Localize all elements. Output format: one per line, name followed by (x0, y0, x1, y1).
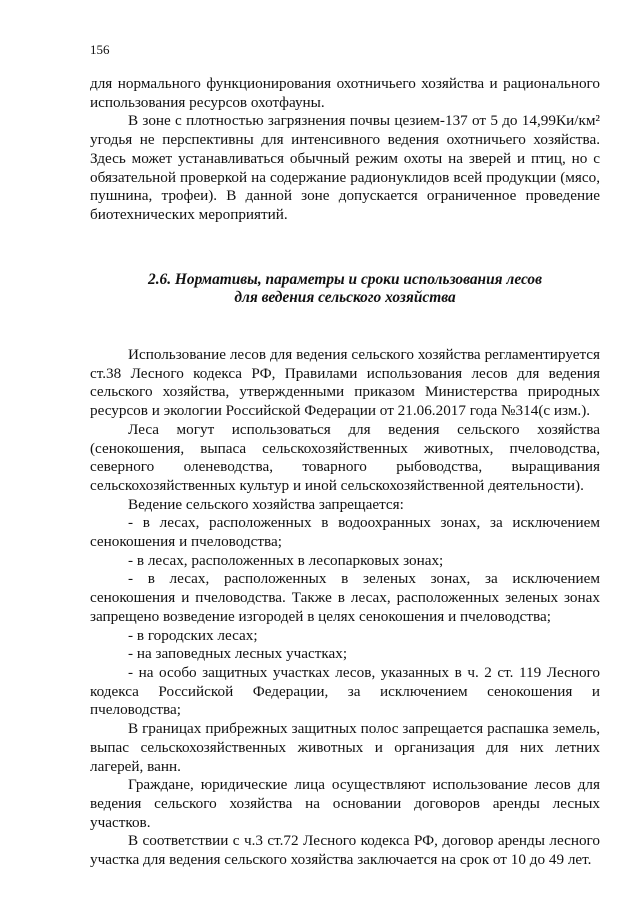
paragraph: В границах прибрежных защитных полос запрещается распашка земель, выпас сельскохозяйственных животных и организация для них летних лагерей, ванн. (90, 720, 600, 775)
list-item: - в лесах, расположенных в водоохранных зонах, за исключением сенокошения и пчеловодства; (90, 514, 600, 551)
list-item: - на заповедных лесных участках; (128, 645, 348, 663)
paragraph: Леса могут использоваться для ведения сельского хозяйства (сенокошения, выпаса сельскохозяйственных животных, пчеловодства, северного оленеводства, товарного рыбоводства, выращивания сельскохозяйственных культур и иной сельскохозяйственной деятельности). (90, 420, 600, 494)
section-heading-line: для ведения сельского хозяйства (234, 289, 456, 307)
paragraph: для нормального функционирования охотничьего хозяйства и рационального использования ресурсов охотфауны. (90, 75, 600, 111)
list-item: - на особо защитных участках лесов, указанных в ч. 2 ст. 119 Лесного кодекса Российской Федерации, за исключением сенокошения и пчеловодства; (90, 663, 600, 719)
page-content (90, 75, 600, 870)
list-item: - в лесах, расположенных в лесопарковых зонах; (128, 551, 444, 569)
paragraph: В соответствии с ч.3 ст.72 Лесного кодекса РФ, договор аренды лесного участка для ведения сельского хозяйства заключается на срок от 10 до 49 лет. (90, 832, 600, 869)
page-number: 156 (90, 42, 110, 57)
paragraph: В зоне с плотностью загрязнения почвы цезием-137 от 5 до 14,99Ки/км² угодья не перспективны для интенсивного ведения охотничьего хозяйства. Здесь может устанавливаться обычный режим охоты на зверей и птиц, но с обязательной проверкой на содержание радионуклидов всей продукции (мясо, пушнина, трофеи). В данной зоне допускается ограниченное проведение биотехнических мероприятий. (90, 112, 600, 223)
paragraph: Ведение сельского хозяйства запрещается: (128, 495, 404, 513)
list-item: - в городских лесах; (128, 626, 258, 644)
list-item: - в лесах, расположенных в зеленых зонах, за исключением сенокошения и пчеловодства. Также в лесах, расположенных зеленых зонах запрещено возведение изгородей в целях сенокошения и пчеловодства; (90, 570, 600, 625)
paragraph: Граждане, юридические лица осуществляют использование лесов для ведения сельского хозяйства на основании договоров аренды лесных участков. (90, 776, 600, 831)
section-heading (90, 271, 600, 308)
section-heading-line: 2.6. Нормативы, параметры и сроки использования лесов (148, 270, 542, 288)
paragraph: Использование лесов для ведения сельского хозяйства регламентируется ст.38 Лесного кодекса РФ, Правилами использования лесов для ведения сельского хозяйства, утвержденными приказом Министерства природных ресурсов и экологии Российской Федерации от 21.06.2017 года №314(с изм.). (90, 346, 600, 420)
